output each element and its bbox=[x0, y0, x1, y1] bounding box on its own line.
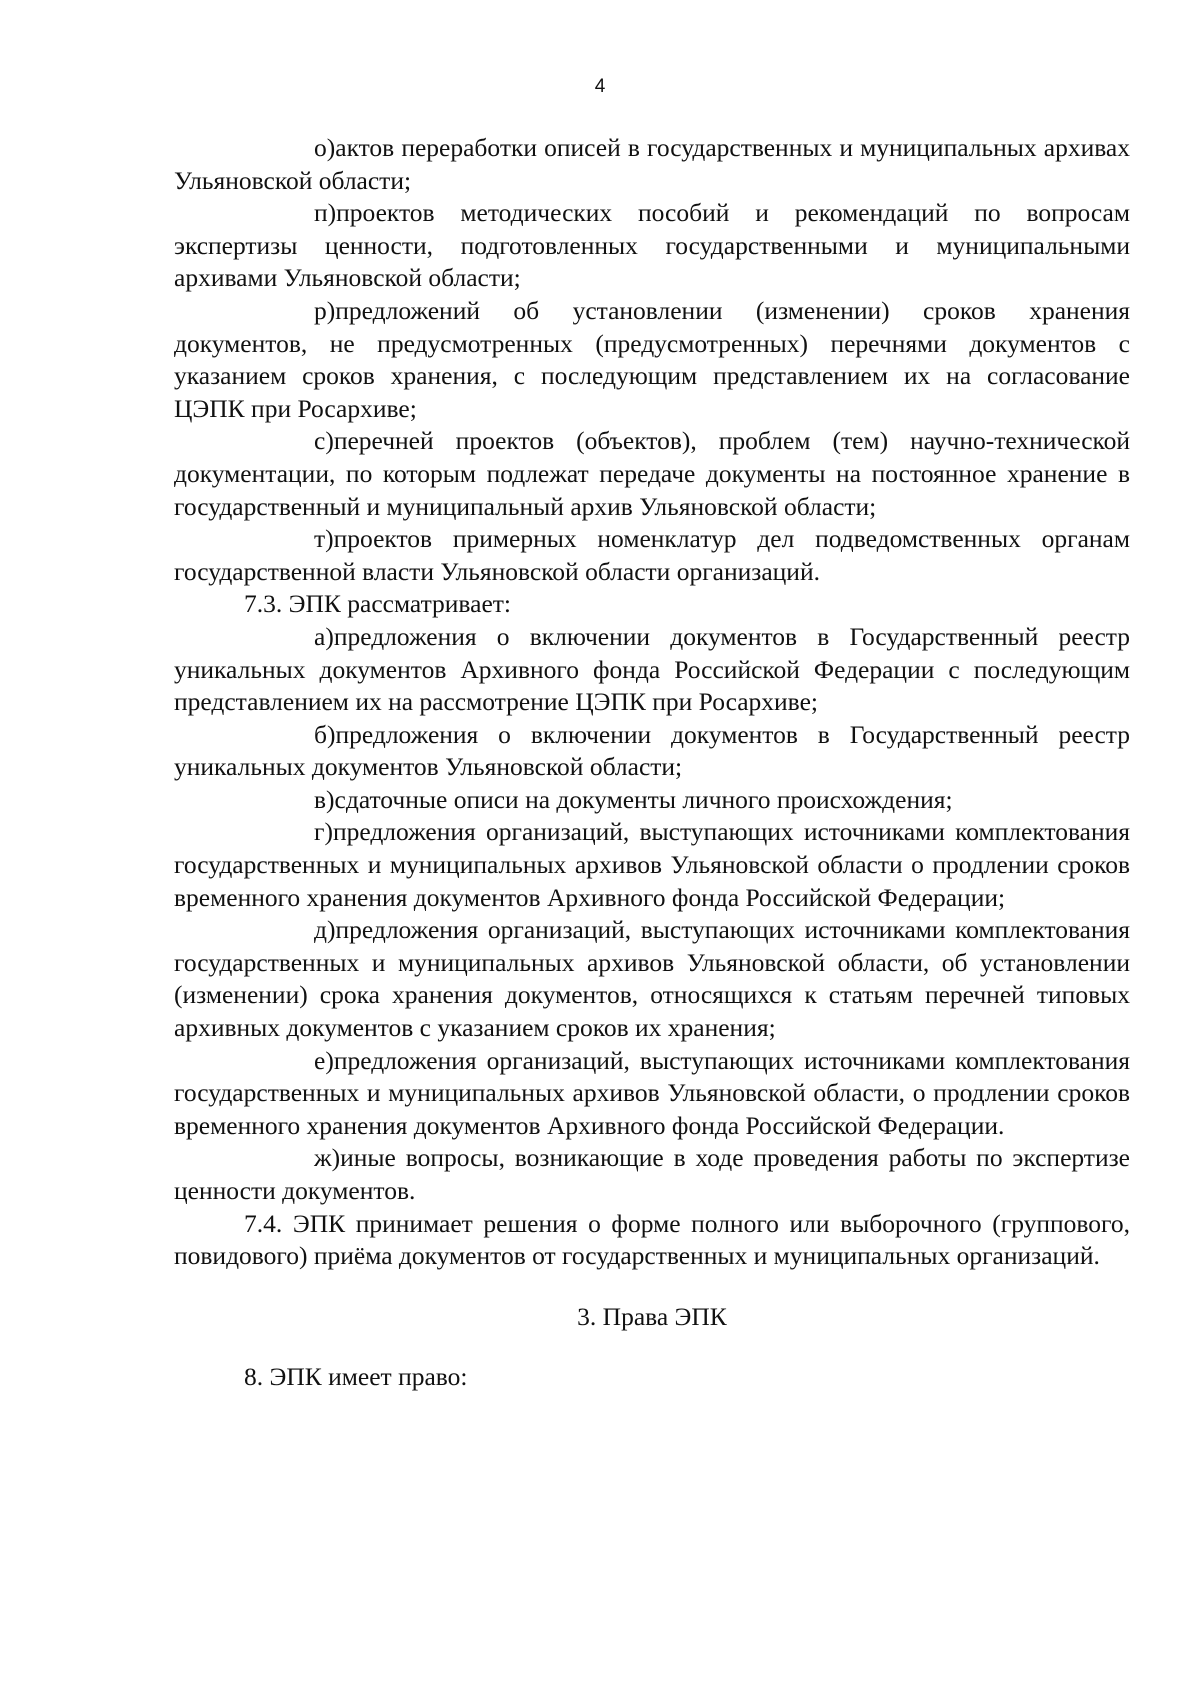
list-item bbox=[174, 1142, 1130, 1207]
list-item bbox=[174, 784, 1130, 817]
section-7-4: 7.4. ЭПК принимает решения о форме полного или выборочного (группового, повидового) приёма документов от государственных и муниципальных организаций. bbox=[174, 1208, 1130, 1271]
item-label: е) bbox=[314, 1045, 334, 1075]
item-text: предложения организаций, выступающих источниками комплектования государственных и муниципальных архивов Ульяновской области, об установлении (изменении) срока хранения документов, относящихся к статьям перечней типовых архивных документов с указанием сроков их хранения; bbox=[174, 915, 1130, 1043]
section-heading: 3. Права ЭПК bbox=[577, 1301, 727, 1331]
list-item bbox=[174, 816, 1130, 914]
item-label: р) bbox=[314, 295, 336, 325]
item-text: перечней проектов (объектов), проблем (тем) научно-технической документации, по которым подлежат передаче документы на постоянное хранение в государственный и муниципальный архив Ульяновской области; bbox=[174, 426, 1130, 521]
item-text: предложения организаций, выступающих источниками комплектования государственных и муниципальных архивов Ульяновской области, о продлении сроков временного хранения документов Архивного фонда Российской Федерации. bbox=[174, 1045, 1130, 1140]
item-label: г) bbox=[314, 817, 333, 847]
document-body bbox=[174, 132, 1130, 1394]
list-item bbox=[174, 719, 1130, 784]
item-text: иные вопросы, возникающие в ходе проведения работы по экспертизе ценности документов. bbox=[174, 1143, 1130, 1205]
list-item bbox=[174, 295, 1130, 425]
item-text: предложения о включении документов в Государственный реестр уникальных документов Ульяновской области; bbox=[174, 719, 1130, 782]
list-item bbox=[174, 523, 1130, 588]
item-text: предложения организаций, выступающих источниками комплектования государственных и муниципальных архивов Ульяновской области о продлении сроков временного хранения документов Архивного фонда Российской Федерации; bbox=[174, 817, 1130, 912]
list-item bbox=[174, 132, 1130, 197]
page-number: 4 bbox=[594, 76, 606, 97]
item-label: ж) bbox=[314, 1143, 341, 1173]
list-item bbox=[174, 197, 1130, 295]
item-label: п) bbox=[314, 198, 337, 228]
item-text: предложений об установлении (изменении) сроков хранения документов, не предусмотренных (предусмотренных) перечнями документов с указанием сроков хранения, с последующим представлением их на согласование ЦЭПК при Росархиве; bbox=[174, 295, 1130, 423]
item-label: д) bbox=[314, 915, 336, 945]
item-text: проектов примерных номенклатур дел подведомственных органам государственной власти Ульяновской области организаций. bbox=[174, 524, 1130, 586]
item-text: актов переработки описей в государственных и муниципальных архивах Ульяновской области; bbox=[174, 133, 1130, 195]
item-label: т) bbox=[314, 524, 334, 554]
item-text: проектов методических пособий и рекомендаций по вопросам экспертизы ценности, подготовленных государственными и муниципальными архивами Ульяновской области; bbox=[174, 198, 1130, 293]
item-label: о) bbox=[314, 133, 336, 162]
item-text: сдаточные описи на документы личного происхождения; bbox=[334, 784, 953, 814]
spacer bbox=[174, 1333, 1130, 1361]
list-item bbox=[174, 425, 1130, 523]
list-item bbox=[174, 914, 1130, 1044]
list-item bbox=[174, 1045, 1130, 1143]
item-label: в) bbox=[314, 784, 335, 814]
section-8: 8. ЭПК имеет право: bbox=[244, 1362, 468, 1392]
item-text: предложения о включении документов в Государственный реестр уникальных документов Архивного фонда Российской Федерации с последующим представлением их на рассмотрение ЦЭПК при Росархиве; bbox=[174, 621, 1130, 717]
section-7-3-intro: 7.3. ЭПК рассматривает: bbox=[244, 589, 512, 619]
list-item bbox=[174, 621, 1130, 719]
item-label: б) bbox=[314, 719, 336, 749]
item-label: с) bbox=[314, 426, 334, 456]
item-label: а) bbox=[314, 621, 334, 651]
